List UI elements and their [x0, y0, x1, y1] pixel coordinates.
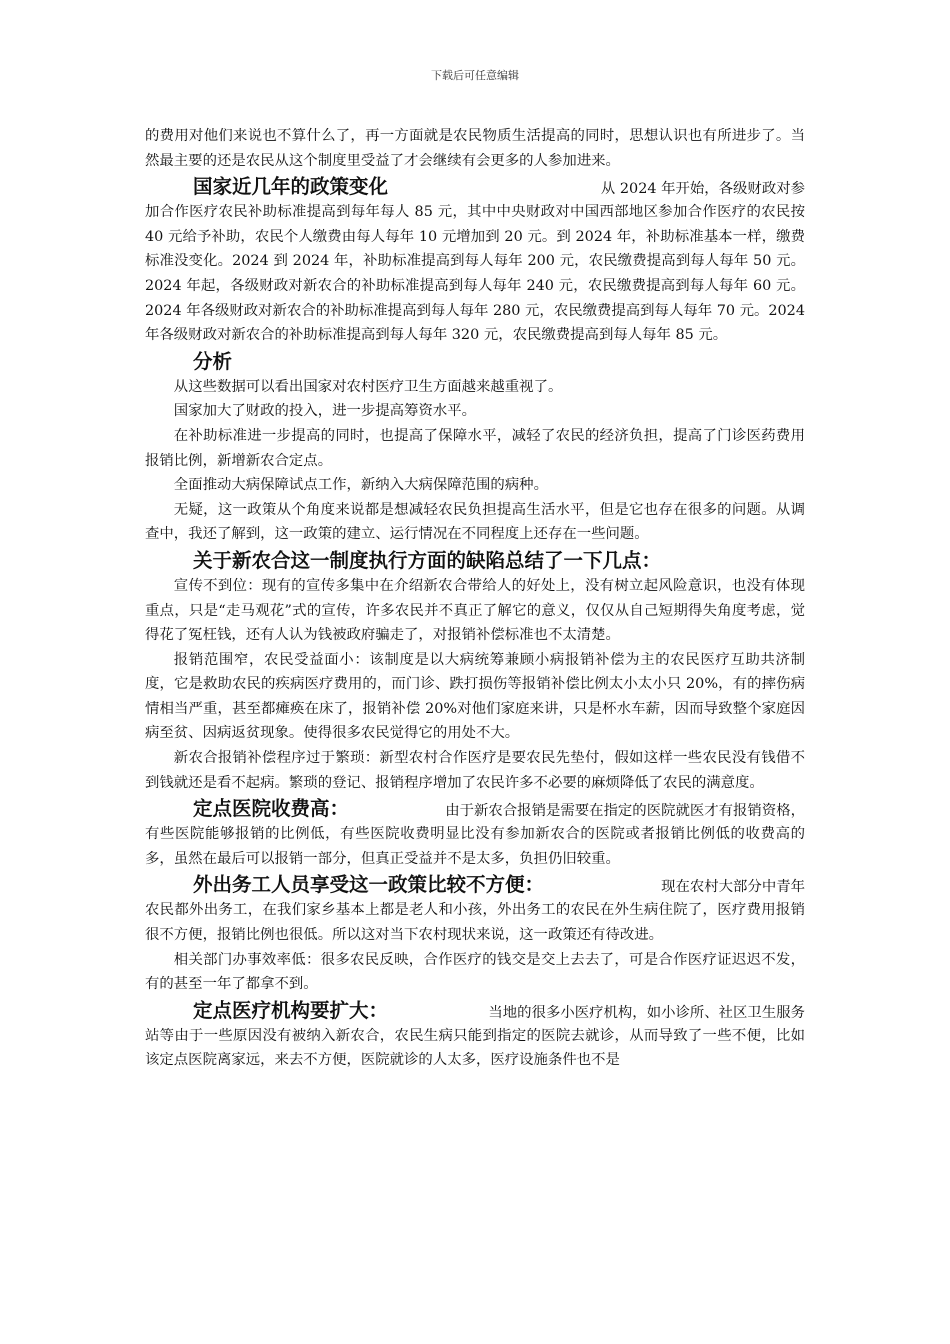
analysis-paragraph: 全面推动大病保障试点工作，新纳入大病保障范围的病种。	[173, 477, 548, 494]
fee-heading-line	[145, 795, 805, 822]
fee-lead: 由于新农合报销是需要在指定的医院就医才有报销资格，	[445, 803, 805, 820]
expand-heading-line	[145, 997, 805, 1024]
expand-body: 站等由于一些原因没有被纳入新农合，农民生病只能到指定的医院去就诊，从而导致了一些不便，比如该定点医院离家远，来去不方便，医院就诊的人太多，医疗设施条件也不是	[145, 1027, 805, 1069]
migrant-heading: 外出务工人员享受这一政策比较不方便：	[193, 873, 545, 897]
policy-body: 加合作医疗农民补助标准提高到每年每人 85 元，其中中央财政对中国西部地区参加合作医疗的农民按 40 元给予补助，农民个人缴费由每人每年 10 元增加到 20 元。到 2024 年，补助标准基本一样，缴费标准没变化。2024 到 2024 年，补助标准提高到每人每年 200 元，农民缴费提高到每人每年 50 元。2024 年起，各级财政对新农合的补助标准提高到每人每年 240 元，农民缴费提高到每人每年 60 元。2024 年各级财政对新农合的补助标准提高到每人每年 280 元，农民缴费提高到每人每年 70 元。2024 年各级财政对新农合的补助标准提高到每人每年 320 元，农民缴费提高到每人每年 85 元。	[145, 204, 805, 344]
defect-paragraph: 报销范围窄，农民受益面小：该制度是以大病统筹兼顾小病报销补偿为主的农民医疗互助共济制度，它是救助农民的疾病医疗费用的，而门诊、跌打损伤等报销补偿比例太小太小只 20%，有的摔伤病情相当严重，甚至都瘫痪在床了，报销补偿 20%对他们家庭来讲，只是杯水车薪，因而导致整个家庭因病至贫、因病返贫现象。使得很多农民觉得它的用处不大。	[145, 651, 805, 742]
efficiency-paragraph: 相关部门办事效率低：很多农民反映，合作医疗的钱交是交上去去了，可是合作医疗证迟迟不发，有的甚至一年了都拿不到。	[145, 951, 805, 993]
migrant-lead: 现在农村大部分中青年	[661, 879, 805, 896]
defect-paragraph: 宣传不到位：现有的宣传多集中在介绍新农合带给人的好处上，没有树立起风险意识，也没有体现重点，只是“走马观花”式的宣传，许多农民并不真正了解它的意义，仅仅从自己短期得失角度考虑，觉得花了冤枉钱，还有人认为钱被政府骗走了，对报销补偿标准也不太清楚。	[145, 577, 805, 644]
analysis-paragraph: 无疑，这一政策从个角度来说都是想减轻农民负担提高生活水平，但是它也存在很多的问题。从调查中，我还了解到，这一政策的建立、运行情况在不同程度上还存在一些问题。	[145, 501, 805, 543]
analysis-paragraph: 从这些数据可以看出国家对农村医疗卫生方面越来越重视了。	[173, 378, 563, 395]
page-header: 下载后可任意编辑	[431, 69, 519, 82]
analysis-heading: 分析	[193, 349, 233, 373]
fee-body: 有些医院能够报销的比例低，有些医院收费明显比没有参加新农合的医院或者报销比例低的收费高的多，虽然在最后可以报销一部分，但真正受益并不是太多，负担仍旧较重。	[145, 826, 805, 867]
policy-lead: 从 2024 年开始，各级财政对参	[600, 181, 805, 198]
fee-heading: 定点医院收费高：	[193, 797, 350, 821]
analysis-paragraph: 国家加大了财政的投入，进一步提高筹资水平。	[173, 403, 477, 420]
defect-paragraph: 新农合报销补偿程序过于繁琐：新型农村合作医疗是要农民先垫付，假如这样一些农民没有钱借不到钱就还是看不起病。繁琐的登记、报销程序增加了农民许多不必要的麻烦降低了农民的满意度。	[145, 750, 805, 791]
analysis-paragraph: 在补助标准进一步提高的同时，也提高了保障水平，减轻了农民的经济负担，提高了门诊医药费用报销比例，新增新农合定点。	[145, 427, 805, 469]
defects-heading: 关于新农合这一制度执行方面的缺陷总结了一下几点：	[193, 548, 662, 572]
intro-paragraph: 的费用对他们来说也不算什么了，再一方面就是农民物质生活提高的同时，思想认识也有所进步了。当然最主要的还是农民从这个制度里受益了才会继续有会更多的人参加进来。	[145, 128, 805, 169]
migrant-heading-line	[145, 871, 805, 898]
document-body	[145, 124, 805, 1073]
policy-heading: 国家近几年的政策变化	[193, 175, 389, 199]
migrant-body: 农民都外出务工，在我们家乡基本上都是老人和小孩，外出务工的农民在外生病住院了，医疗费用报销很不方便，报销比例也很低。所以这对当下农村现状来说，这一政策还有待改进。	[145, 902, 805, 944]
expand-lead: 当地的很多小医疗机构，如小诊所、社区卫生服务	[488, 1004, 805, 1021]
policy-heading-line	[145, 173, 805, 200]
expand-heading: 定点医疗机构要扩大：	[193, 998, 389, 1022]
